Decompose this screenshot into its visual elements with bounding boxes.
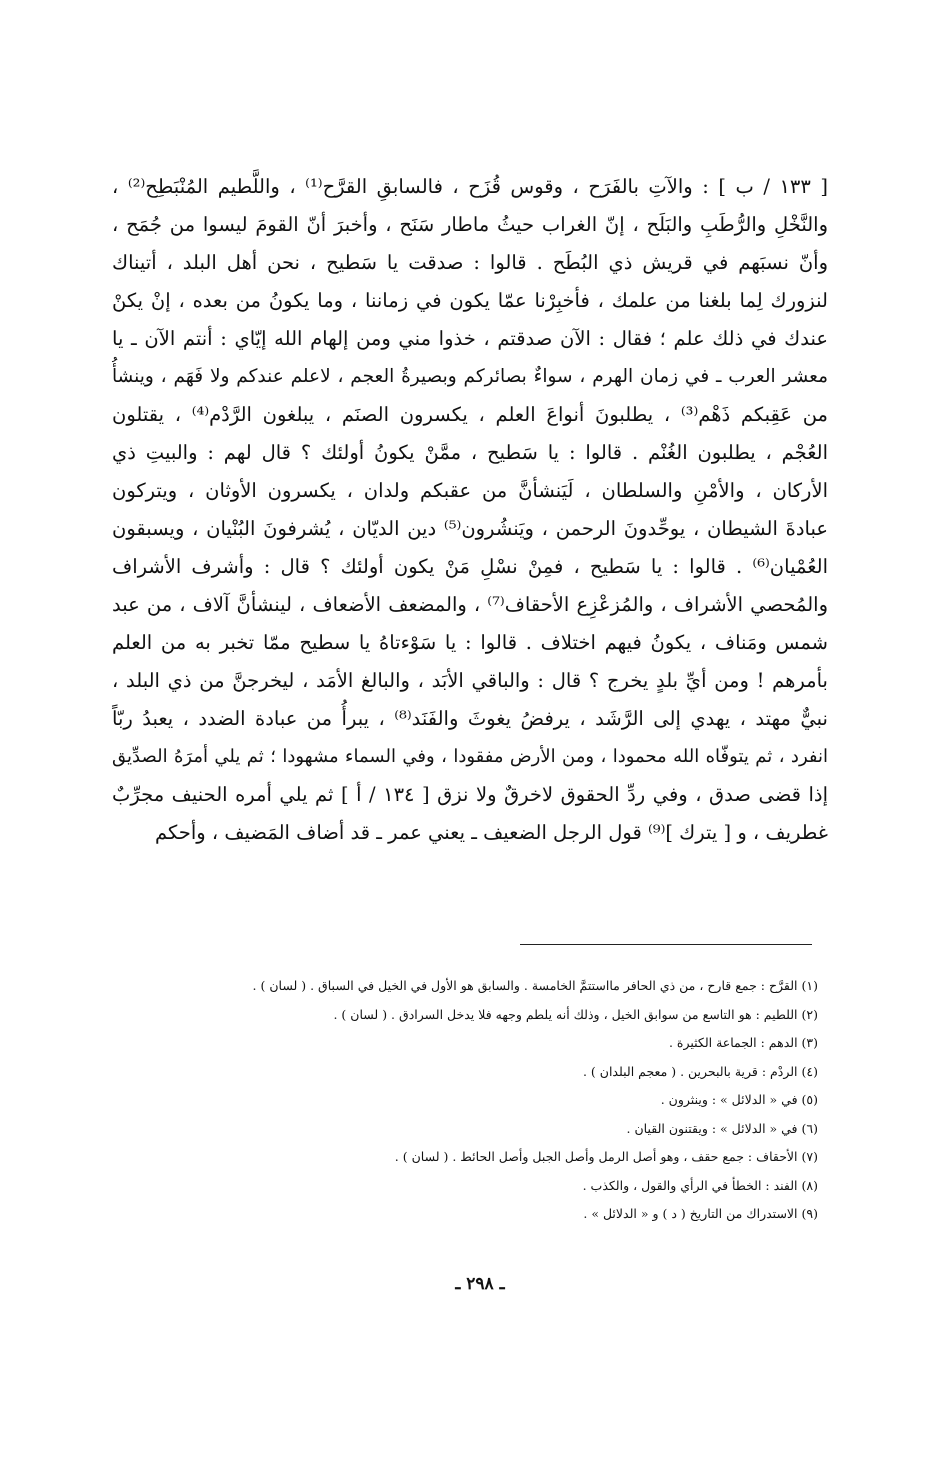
text-line: انفرد ، ثم يتوفّاه الله محمودا ، ومن الأرض مفقودا ، وفي السماء مشهودا ؛ ثم يلي أمرَهُ الصدِّيق (112, 746, 828, 767)
text-line: نبيٌّ مهتد ، يهدي إلى الرَّشَد ، يرفضُ يغوثَ والفَنَد⁽⁸⁾ ، يبرأُ من عبادة الضدد ، يعبدُ ربّاً (112, 707, 828, 730)
text-line: بأمرهم ! ومن أيِّ بلدٍ يخرج ؟ قال : والباقي الأبَد ، والبالغ الأمَد ، ليخرجنَّ من ذي البلد ، (112, 669, 828, 692)
text-line: العُمْيان⁽⁶⁾ . قالوا : يا سَطيح ، فمِنْ نسْلِ مَنْ يكون أولئك ؟ قال : وأشرف الأشراف (112, 555, 828, 578)
footnote: (٧) الأحقاف : جمع حقف ، وهو أصل الرمل وأصل الجبل وأصل الحائط . ( لسان ) . (394, 1149, 818, 1164)
text-line: عبادةَ الشيطان ، يوحِّدونَ الرحمن ، ويَنشُرون⁽⁵⁾ دين الديّان ، يُشرفونَ البُنْيان ، ويسبقون (112, 517, 828, 540)
footnote: (١) القرَّح : جمع قارح ، من ذي الحافر مااستتمَّ الخامسة . والسابق هو الأول في الخيل في السباق . ( لسان ) . (252, 978, 818, 993)
text-line: العُجْم ، يطلبون الغُنْم . قالوا : يا سَطيح ، ممَّنْ يكونُ أولئك ؟ قال لهم : والبيتِ ذي (112, 441, 828, 464)
footnote: (٩) الاستدراك من التاريخ ( د ) و « الدلائل » . (583, 1206, 818, 1221)
text-line: عندك في ذلك علم ؛ فقال : الآن صدقتم ، خذوا مني ومن إلهام الله إيّاي : أنتم الآن ـ يا (112, 327, 828, 350)
footnotes (150, 972, 818, 1229)
text-line: وأنّ نسبَهم في قريش ذي البُطَح . قالوا : صدقت يا سَطيح ، نحن أهل البلد ، أتيناك (112, 251, 828, 274)
footnote: (٣) الدهم : الجماعة الكثيرة . (668, 1035, 818, 1050)
text-line: إذا قضى صدق ، وفي ردِّ الحقوق لاخرقٌ ولا نزق [ ١٣٤ / أ ] ثم يلي أمره الحنيف مجرِّبٌ (112, 783, 828, 806)
main-text-body (112, 168, 828, 852)
text-line: لنزورك لِما بلغنا من علمك ، فأخبِرْنا عمّا يكون في زماننا ، وما يكونُ من بعده ، إنْ يكنْ (112, 289, 828, 312)
text-line: الأركان ، والأمْنِ والسلطان ، لَيَنشأنَّ من عقبكم ولدان ، يكسرون الأوثان ، ويتركون (112, 479, 828, 502)
text-line: من عَقِبكم ذَهْم⁽³⁾ ، يطلبونَ أنواعَ العلم ، يكسرون الصنَم ، يبلغون الرَّدْم⁽⁴⁾ ، يقتلون (112, 403, 828, 426)
footnote: (٢) اللطيم : هو التاسع من سوابق الخيل ، وذلك أنه يلطم وجهه فلا يدخل السرادق . ( لسان ) . (333, 1006, 818, 1022)
text-line: [ ١٣٣ / ب ] : والآتِ بالفَرَح ، وقوس قُزَح ، فالسابقِ القرَّح⁽¹⁾ ، واللَّطيم المُنْبَطِح⁽²⁾ ، (112, 175, 828, 198)
text-line: والمُحصي الأشراف ، والمُزعْزِع الأحقاف⁽⁷⁾ ، والمضعف الأضعاف ، لينشأنَّ آلاف ، من عبد (112, 593, 828, 616)
footnote-divider (520, 944, 812, 945)
text-line: غطريف ، و [ يترك ]⁽⁹⁾ قول الرجل الضعيف ـ يعني عمر ـ قد أضاف المَضيف ، وأحكم (155, 821, 828, 844)
footnote: (٨) الفند : الخطأ في الرأي والقول ، والكذب . (582, 1177, 818, 1193)
text-line: شمس ومَناف ، يكونُ فيهم اختلاف . قالوا : يا سَوْءتاهُ يا سطيح ممّا تخبر به من العلم (112, 631, 828, 654)
text-line: والنَّخْلِ والرُّطَبِ والبَلَح ، إنّ الغراب حيثُ ماطار سَنَح ، وأخبرَ أنّ القومَ ليسوا من جُمَح ، (112, 213, 828, 236)
page-number: ـ ٢٩٨ ـ (455, 1274, 505, 1294)
footnote: (٦) في « الدلائل » : ويقتنون القيان . (626, 1120, 818, 1136)
text-line: معشر العرب ـ في زمان الهرم ، سواءٌ بصائركم وبصيرةُ العجم ، لاعلم عندكم ولا فَهَم ، وينشأُ (112, 366, 828, 387)
footnote: (٥) في « الدلائل » : وينثرون . (660, 1092, 818, 1107)
footnote: (٤) الردْم : قرية بالبحرين . ( معجم البلدان ) . (582, 1063, 818, 1079)
